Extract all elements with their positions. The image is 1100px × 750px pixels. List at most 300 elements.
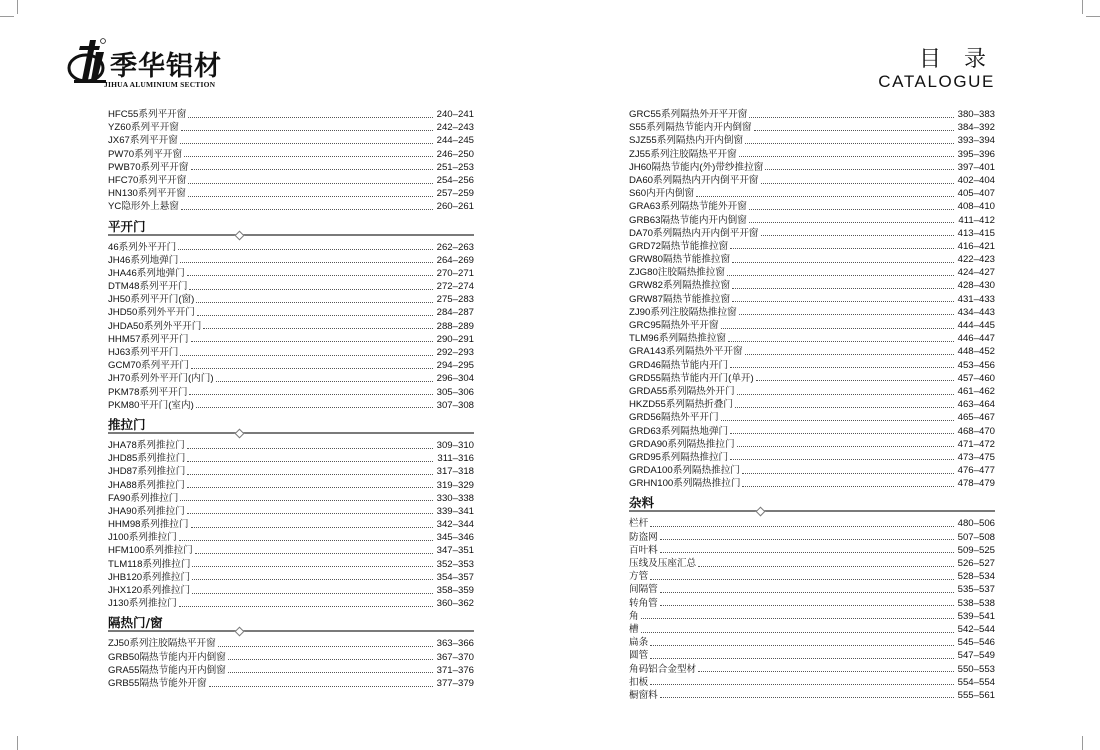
toc-entry[interactable] (108, 306, 474, 319)
dot-leader (728, 341, 954, 342)
toc-entry[interactable] (629, 161, 995, 174)
toc-entry[interactable] (108, 492, 474, 505)
toc-entry-pages: 539–541 (957, 610, 995, 622)
toc-entry[interactable] (629, 411, 995, 424)
dot-leader (737, 446, 954, 447)
toc-entry-pages: 272–274 (436, 281, 474, 293)
toc-entry-pages: 360–362 (436, 598, 474, 610)
toc-entry-pages: 478–479 (957, 478, 995, 490)
toc-entry-pages: 434–443 (957, 306, 995, 318)
toc-entry-pages: 246–250 (436, 148, 474, 160)
dot-leader (196, 302, 432, 303)
toc-entry[interactable] (629, 240, 995, 253)
toc-entry-pages: 384–392 (957, 122, 995, 134)
toc-entry-title: S60内开内倒窗 (629, 188, 695, 200)
dot-leader (641, 632, 954, 633)
toc-entry-pages: 380–383 (957, 109, 995, 120)
toc-entry-title: GRD72隔热节能推拉窗 (629, 240, 729, 252)
dot-leader (179, 606, 433, 607)
toc-entry-pages: 424–427 (957, 267, 995, 279)
dot-leader (641, 618, 954, 619)
toc-entry[interactable] (629, 649, 995, 662)
dot-leader (721, 420, 954, 421)
toc-entry[interactable] (629, 597, 995, 610)
toc-entry[interactable] (629, 174, 995, 187)
dot-leader (732, 301, 954, 302)
dot-leader (192, 579, 433, 580)
toc-entry[interactable] (108, 187, 474, 200)
dot-leader (180, 355, 432, 356)
toc-entry-pages: 476–477 (957, 465, 995, 477)
toc-entry-title: DA60系列隔热内开内倒平开窗 (629, 174, 759, 186)
toc-entry-title: 栏杆 (629, 518, 649, 530)
toc-entry-pages: 342–344 (436, 519, 474, 531)
toc-entry-pages: 288–289 (436, 320, 474, 332)
page-title-chinese: 目 录 (919, 47, 994, 72)
toc-entry[interactable] (629, 319, 995, 332)
toc-entry[interactable] (108, 544, 474, 557)
toc-entry[interactable] (629, 134, 995, 147)
section-title: 杂料 (629, 495, 655, 511)
toc-entry-pages: 354–357 (436, 571, 474, 583)
toc-entry[interactable] (629, 148, 995, 161)
toc-entry-pages: 535–537 (957, 584, 995, 596)
toc-entry-pages: 317–318 (436, 466, 474, 478)
dot-leader (749, 222, 955, 223)
dot-leader (188, 117, 432, 118)
toc-entry[interactable] (108, 531, 474, 544)
toc-entry-title: HKZD55系列隔热折叠门 (629, 399, 733, 411)
toc-entry-pages: 395–396 (957, 148, 995, 160)
toc-entry[interactable] (629, 544, 995, 557)
toc-entry-pages: 330–338 (436, 492, 474, 504)
toc-entry-title: PWB70系列平开窗 (108, 161, 189, 173)
toc-entry[interactable] (108, 161, 474, 174)
toc-entry[interactable] (629, 187, 995, 200)
dot-leader (187, 474, 432, 475)
toc-entry[interactable] (108, 677, 474, 690)
dot-leader (756, 380, 954, 381)
toc-entry-pages: 347–351 (436, 545, 474, 557)
toc-entry-title: JHD50系列外平开门 (108, 307, 195, 319)
toc-entry-title: HJ63系列平开门 (108, 347, 179, 358)
toc-entry[interactable] (108, 597, 474, 610)
dot-leader (191, 169, 433, 170)
toc-entry[interactable] (629, 121, 995, 134)
toc-entry-pages: 413–415 (957, 227, 995, 239)
section-header (108, 214, 474, 238)
toc-entry-title: GRC55系列隔热外开平开窗 (629, 109, 748, 120)
toc-entry[interactable] (629, 108, 995, 121)
toc-entry-title: ZJ50系列注胶隔热平开窗 (108, 638, 216, 650)
dot-leader (727, 275, 954, 276)
toc-entry-pages: 296–304 (436, 373, 474, 385)
toc-entry-title: J130系列推拉门 (108, 598, 177, 610)
toc-entry-title: 角码铝合金型材 (629, 663, 697, 675)
dot-leader (660, 697, 954, 698)
dot-leader (742, 473, 954, 474)
toc-entry-pages: 554–554 (957, 676, 995, 688)
toc-entry[interactable] (629, 689, 995, 702)
section-rule (629, 510, 995, 512)
toc-entry-pages: 448–452 (957, 346, 995, 358)
toc-entry-pages: 408–410 (957, 201, 995, 213)
crop-mark-top-right-h (1086, 16, 1100, 17)
toc-entry-pages: 444–445 (957, 320, 995, 331)
toc-entry-pages: 465–467 (957, 412, 995, 424)
toc-entry[interactable] (629, 253, 995, 266)
dot-leader (721, 328, 954, 329)
toc-entry[interactable] (108, 241, 474, 254)
dot-leader (187, 487, 433, 488)
dot-leader (180, 500, 432, 501)
toc-left-column (108, 108, 474, 690)
toc-entry[interactable] (108, 320, 474, 333)
dot-leader (745, 354, 954, 355)
toc-entry[interactable] (108, 571, 474, 584)
toc-entry[interactable] (629, 531, 995, 544)
dot-leader (191, 368, 433, 369)
dot-leader (216, 381, 433, 382)
crop-mark-top-right (1082, 0, 1083, 14)
toc-entry-pages: 550–553 (957, 663, 995, 675)
toc-entry-title: JH70系列外平开门(内门) (108, 373, 214, 385)
toc-entry-title: PKM80平开门(室内) (108, 399, 194, 411)
dot-leader (761, 183, 954, 184)
toc-entry[interactable] (108, 280, 474, 293)
dot-leader (698, 671, 953, 672)
toc-entry-pages: 542–544 (957, 623, 995, 635)
toc-entry[interactable] (108, 254, 474, 267)
toc-entry-title: GRB63隔热节能内开内倒窗 (629, 214, 747, 226)
dot-leader (192, 566, 432, 567)
toc-entry[interactable] (629, 385, 995, 398)
toc-entry[interactable] (629, 372, 995, 385)
toc-entry-pages: 363–366 (436, 638, 474, 650)
toc-entry-pages: 463–464 (957, 399, 995, 411)
toc-entry[interactable] (108, 386, 474, 399)
toc-entry[interactable] (629, 306, 995, 319)
dot-leader (650, 684, 953, 685)
toc-entry[interactable] (629, 517, 995, 530)
toc-entry[interactable] (108, 518, 474, 531)
toc-entry[interactable] (108, 479, 474, 492)
toc-entry[interactable] (108, 558, 474, 571)
toc-entry-title: HHM57系列平开门 (108, 333, 189, 345)
toc-entry-title: GRC95隔热外平开窗 (629, 320, 719, 331)
dot-leader (660, 592, 954, 593)
toc-entry-title: GRA63系列隔热节能外开窗 (629, 201, 747, 213)
toc-entry-pages: 393–394 (957, 135, 995, 147)
toc-entry-pages: 275–283 (436, 294, 474, 306)
toc-entry-title: TLM118系列推拉门 (108, 558, 191, 570)
crop-mark-top-left (17, 0, 18, 14)
toc-entry[interactable] (629, 570, 995, 583)
dot-leader (181, 209, 433, 210)
toc-entry[interactable] (629, 623, 995, 636)
toc-entry-title: 圆管 (629, 650, 649, 662)
toc-entry-title: 防盗网 (629, 531, 658, 543)
toc-entry-pages: 416–421 (957, 240, 995, 252)
toc-entry-pages: 242–243 (436, 122, 474, 134)
dot-leader (179, 540, 433, 541)
toc-entry-title: GRDA55系列隔热外开门 (629, 385, 735, 397)
toc-entry-title: 扁条 (629, 637, 649, 649)
toc-entry[interactable] (108, 134, 474, 147)
dot-leader (650, 579, 953, 580)
toc-entry-title: GRA55隔热节能内开内倒窗 (108, 664, 226, 676)
toc-entry-pages: 405–407 (957, 188, 995, 200)
toc-entry-pages: 538–538 (957, 597, 995, 609)
toc-entry[interactable] (629, 663, 995, 676)
toc-entry[interactable] (629, 610, 995, 623)
dot-leader (181, 130, 433, 131)
toc-entry[interactable] (108, 651, 474, 664)
toc-entry[interactable] (108, 452, 474, 465)
toc-entry[interactable] (629, 279, 995, 292)
toc-entry-pages: 305–306 (436, 386, 474, 398)
toc-entry-title: 间隔管 (629, 584, 658, 596)
toc-entry[interactable] (108, 174, 474, 187)
dot-leader (730, 248, 953, 249)
toc-entry-pages: 311–316 (437, 453, 474, 465)
company-logo (66, 36, 256, 96)
toc-entry-title: ZJ55系列注胶隔热平开窗 (629, 148, 737, 160)
crop-mark-bottom-left (17, 736, 18, 750)
toc-entry[interactable] (108, 584, 474, 597)
toc-entry-title: JHD87系列推拉门 (108, 466, 186, 478)
toc-entry[interactable] (629, 332, 995, 345)
dot-leader (737, 394, 954, 395)
toc-entry-title: JHA90系列推拉门 (108, 505, 185, 517)
toc-entry-title: PKM78系列平开门 (108, 386, 188, 398)
toc-entry-pages: 411–412 (958, 214, 995, 226)
dot-leader (191, 341, 433, 342)
section-title: 隔热门/窗 (108, 615, 163, 631)
dot-leader (228, 672, 433, 673)
toc-entry-pages: 367–370 (436, 651, 474, 663)
toc-entry[interactable] (629, 425, 995, 438)
dot-leader (739, 156, 954, 157)
dot-leader (650, 526, 953, 527)
toc-entry-pages: 240–241 (436, 109, 474, 120)
toc-entry[interactable] (629, 583, 995, 596)
dot-leader (650, 645, 953, 646)
dot-leader (180, 262, 432, 263)
toc-entry-pages: 377–379 (436, 677, 474, 689)
toc-entry-pages: 468–470 (957, 425, 995, 437)
toc-entry[interactable] (108, 664, 474, 677)
toc-entry[interactable] (629, 266, 995, 279)
dot-leader (732, 262, 954, 263)
toc-entry-title: YC隐形外上悬窗 (108, 201, 179, 213)
toc-entry[interactable] (108, 359, 474, 372)
toc-entry[interactable] (629, 636, 995, 649)
toc-entry-title: JHA46系列地弹门 (108, 267, 185, 279)
toc-entry-pages: 526–527 (957, 558, 995, 569)
dot-leader (730, 367, 953, 368)
logo-english-name: JIHUA ALUMINIUM SECTION (104, 80, 216, 89)
toc-entry-title: GRW87隔热节能推拉窗 (629, 293, 731, 305)
dot-leader (189, 289, 432, 290)
toc-entry-title: FA90系列推拉门 (108, 492, 179, 504)
toc-entry-title: GRW80隔热节能推拉窗 (629, 254, 731, 266)
toc-entry-pages: 339–341 (436, 505, 474, 517)
toc-entry-title: HFC55系列平开窗 (108, 109, 187, 120)
toc-entry-title: JHA78系列推拉门 (108, 439, 185, 451)
toc-entry[interactable] (108, 505, 474, 518)
toc-entry-title: 压线及压座汇总 (629, 558, 697, 569)
dot-leader (195, 553, 433, 554)
toc-entry-title: HFC70系列平开窗 (108, 174, 187, 186)
dot-leader (660, 552, 954, 553)
dot-leader (742, 486, 953, 487)
toc-entry-pages: 446–447 (957, 333, 995, 345)
toc-entry-pages: 453–456 (957, 359, 995, 371)
toc-entry-pages: 352–353 (436, 558, 474, 570)
dot-leader (660, 605, 954, 606)
toc-entry[interactable] (108, 148, 474, 161)
toc-entry-pages: 260–261 (436, 201, 474, 213)
dot-leader (660, 539, 954, 540)
toc-entry-title: GRD56隔热外平开门 (629, 412, 719, 424)
toc-entry-title: GRA143系列隔热外平开窗 (629, 346, 743, 358)
toc-entry-title: PW70系列平开窗 (108, 148, 183, 160)
toc-entry[interactable] (108, 293, 474, 306)
toc-entry-title: HFM100系列推拉门 (108, 545, 193, 557)
toc-entry-title: HHM98系列推拉门 (108, 519, 189, 531)
toc-entry[interactable] (629, 464, 995, 477)
toc-entry-title: SJZ55系列隔热内开内倒窗 (629, 135, 744, 147)
dot-leader (191, 527, 433, 528)
section-title: 推拉门 (108, 416, 146, 432)
dot-leader (765, 169, 953, 170)
toc-entry-pages: 545–546 (957, 637, 995, 649)
toc-entry-title: GRDA90系列隔热推拉门 (629, 438, 735, 450)
section-header (108, 412, 474, 436)
toc-entry-title: 扣板 (629, 676, 649, 688)
dot-leader (696, 196, 954, 197)
toc-entry-title: GRB55隔热节能外开窗 (108, 677, 207, 689)
toc-entry-title: JH50系列平开门(窗) (108, 294, 195, 306)
toc-entry[interactable] (108, 465, 474, 478)
toc-entry[interactable] (108, 399, 474, 412)
toc-entry[interactable] (629, 451, 995, 464)
toc-entry-title: ZJG80注胶隔热推拉窗 (629, 267, 725, 279)
toc-entry[interactable] (108, 267, 474, 280)
toc-entry-title: GRDA100系列隔热推拉门 (629, 465, 740, 477)
toc-entry[interactable] (629, 227, 995, 240)
dot-leader (187, 461, 433, 462)
toc-entry[interactable] (108, 121, 474, 134)
toc-entry-pages: 292–293 (436, 347, 474, 358)
toc-entry-pages: 431–433 (957, 293, 995, 305)
dot-leader (192, 593, 433, 594)
toc-entry-title: JHX120系列推拉门 (108, 585, 191, 596)
toc-entry-title: 方管 (629, 571, 649, 583)
toc-entry[interactable] (629, 214, 995, 227)
toc-entry-title: JHB120系列推拉门 (108, 571, 191, 583)
dot-leader (180, 143, 433, 144)
toc-entry-pages: 358–359 (436, 585, 474, 596)
toc-entry-pages: 264–269 (436, 254, 474, 266)
dot-leader (197, 315, 433, 316)
toc-entry-pages: 254–256 (436, 174, 474, 186)
toc-entry-title: GRD55隔热节能内开门(单开) (629, 372, 754, 384)
toc-entry[interactable] (108, 637, 474, 650)
dot-leader (730, 459, 953, 460)
toc-entry-title: JH60隔热节能内(外)带纱推拉窗 (629, 161, 764, 173)
toc-entry-title: 转角管 (629, 597, 658, 609)
toc-entry-pages: 461–462 (957, 385, 995, 397)
toc-right-column (629, 108, 995, 702)
dot-leader (218, 646, 433, 647)
toc-entry-title: 角 (629, 610, 639, 622)
crop-mark-bottom-right (1082, 736, 1083, 750)
dot-leader (650, 658, 953, 659)
toc-entry-pages: 547–549 (957, 650, 995, 662)
toc-entry[interactable] (108, 200, 474, 213)
toc-entry[interactable] (108, 439, 474, 452)
toc-entry-title: HN130系列平开窗 (108, 188, 186, 200)
toc-entry-pages: 270–271 (436, 267, 474, 279)
dot-leader (209, 686, 433, 687)
toc-entry[interactable] (629, 398, 995, 411)
toc-entry[interactable] (629, 676, 995, 689)
toc-entry[interactable] (629, 200, 995, 213)
toc-entry[interactable] (629, 345, 995, 358)
dot-leader (698, 566, 953, 567)
toc-entry-pages: 284–287 (436, 307, 474, 319)
toc-entry[interactable] (629, 477, 995, 490)
toc-entry-pages: 257–259 (436, 188, 474, 200)
toc-entry-title: 百叶料 (629, 544, 658, 556)
toc-entry-pages: 509–525 (957, 544, 995, 556)
dot-leader (184, 156, 433, 157)
section-header (108, 610, 474, 634)
toc-entry-pages: 402–404 (957, 174, 995, 186)
dot-leader (745, 143, 954, 144)
dot-leader (749, 117, 953, 118)
toc-entry-title: JHA88系列推拉门 (108, 479, 185, 491)
dot-leader (739, 314, 954, 315)
toc-entry[interactable] (108, 346, 474, 359)
toc-entry[interactable] (629, 293, 995, 306)
section-rule (108, 432, 474, 434)
toc-entry-title: YZ60系列平开窗 (108, 122, 179, 134)
dot-leader (187, 513, 433, 514)
toc-entry-pages: 457–460 (957, 372, 995, 384)
toc-entry-title: S55系列隔热节能内开内倒窗 (629, 122, 752, 134)
dot-leader (761, 235, 954, 236)
toc-entry-pages: 397–401 (957, 161, 995, 173)
toc-entry[interactable] (108, 372, 474, 385)
toc-entry-pages: 319–329 (436, 479, 474, 491)
toc-entry-pages: 251–253 (436, 161, 474, 173)
toc-entry[interactable] (108, 333, 474, 346)
toc-entry[interactable] (629, 438, 995, 451)
toc-entry-pages: 309–310 (436, 439, 474, 451)
toc-entry[interactable] (629, 359, 995, 372)
toc-entry[interactable] (108, 108, 474, 121)
toc-entry-pages: 307–308 (436, 399, 474, 411)
toc-entry-title: 槽 (629, 623, 639, 635)
toc-entry-title: J100系列推拉门 (108, 532, 177, 544)
dot-leader (730, 433, 953, 434)
toc-entry-pages: 262–263 (436, 241, 474, 253)
toc-entry-title: GRB50隔热节能内开内倒窗 (108, 651, 226, 663)
toc-entry[interactable] (629, 557, 995, 570)
